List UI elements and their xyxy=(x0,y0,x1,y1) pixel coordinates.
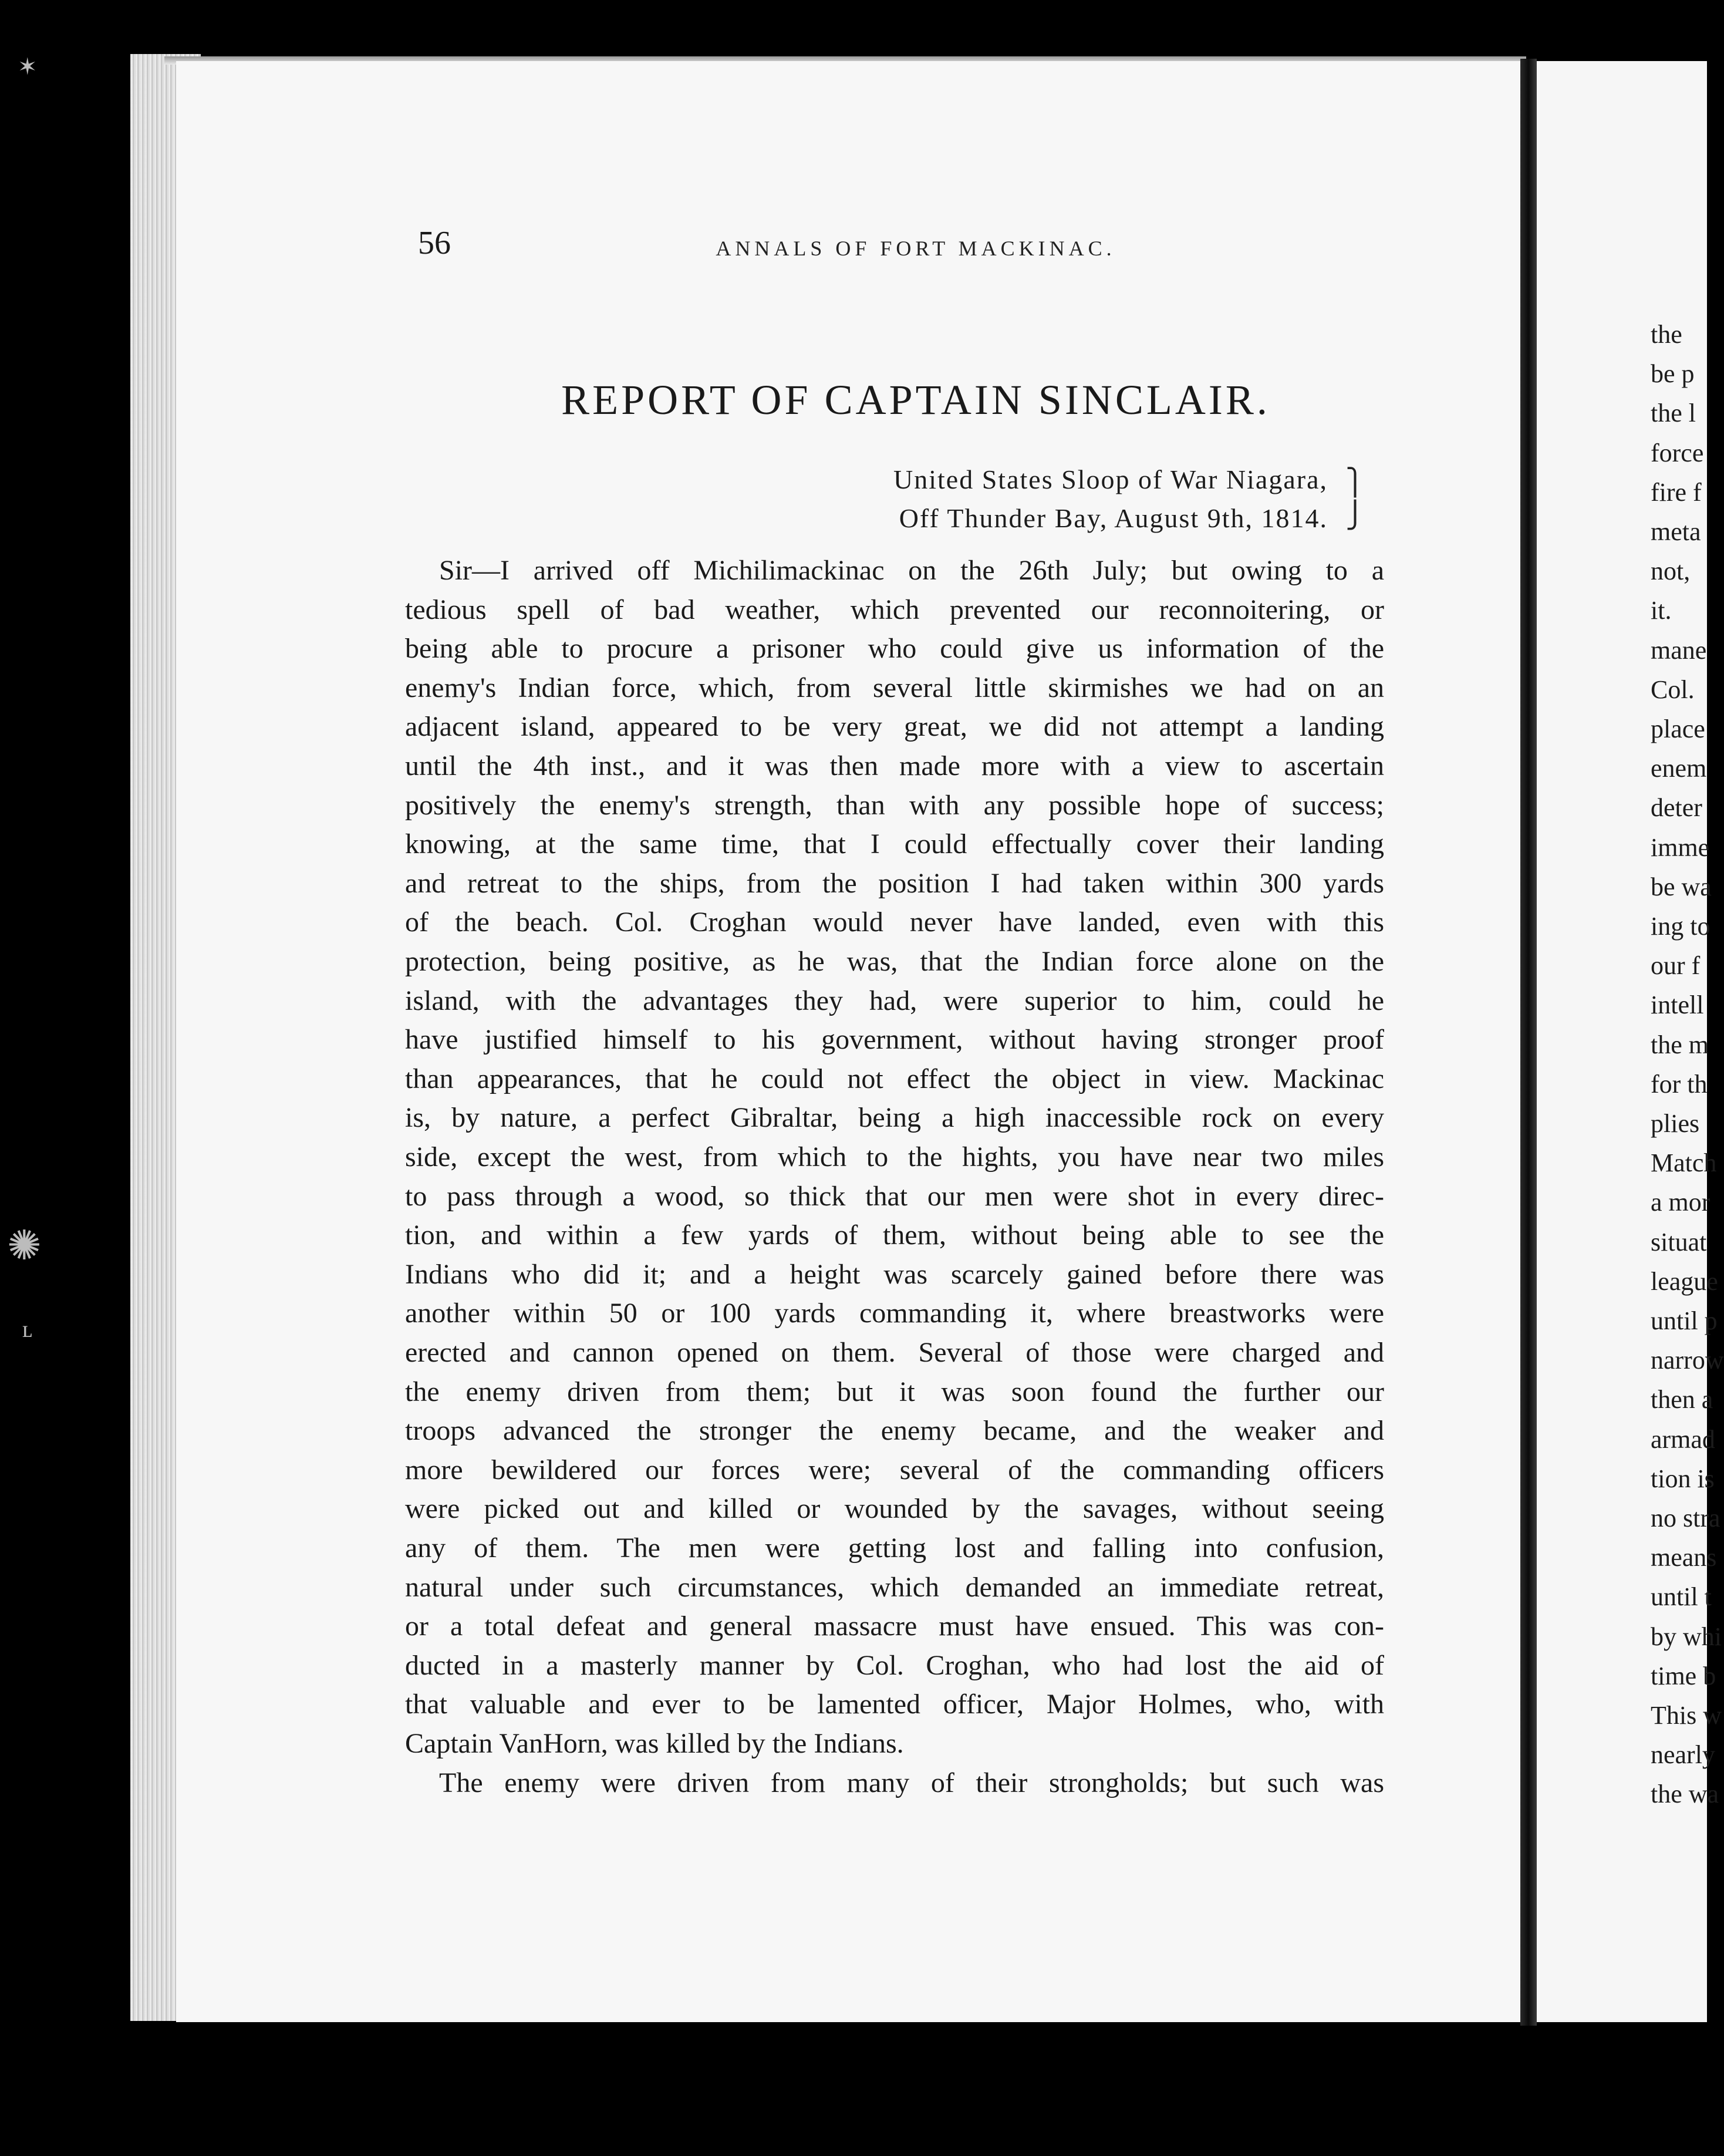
text-line: knowing, at the same time, that I could effectually cover their landing xyxy=(405,828,1384,860)
facing-line-fragment: no stra xyxy=(1651,1504,1720,1532)
book-gutter xyxy=(1520,59,1537,2026)
dateline-brace-bottom: ⎭ xyxy=(1345,501,1365,530)
facing-line-fragment: the wa xyxy=(1651,1780,1719,1809)
text-line: protection, being positive, as he was, that the Indian force alone on the xyxy=(405,946,1384,977)
text-line: more bewildered our forces were; several of the commanding officers xyxy=(405,1454,1384,1485)
text-line: than appearances, that he could not effect the object in view. Mackinac xyxy=(405,1063,1384,1094)
facing-line-fragment: the l xyxy=(1651,399,1696,428)
facing-line-fragment: mane xyxy=(1651,635,1707,665)
facing-line-fragment: be p xyxy=(1651,359,1695,389)
text-line: tion, and within a few yards of them, without being able to see the xyxy=(405,1220,1384,1251)
text-line: Sir—I arrived off Michilimackinac on the 26th July; but owing to a xyxy=(439,555,1384,586)
facing-line-fragment: the xyxy=(1651,320,1682,349)
facing-line-fragment: not, xyxy=(1651,557,1691,586)
text-line: or a total defeat and general massacre must have ensued. This was con- xyxy=(405,1611,1384,1642)
facing-line-fragment: be wa xyxy=(1651,872,1712,901)
text-line: ducted in a masterly manner by Col. Croghan, who had lost the aid of xyxy=(405,1649,1384,1681)
facing-line-fragment: ing to xyxy=(1651,912,1710,941)
scan-speck: ✶ xyxy=(18,53,38,80)
facing-line-fragment: for th xyxy=(1651,1069,1708,1099)
text-line: adjacent island, appeared to be very great, we did not attempt a landing xyxy=(405,711,1384,743)
text-line: island, with the advantages they had, were superior to him, could he xyxy=(405,985,1384,1016)
facing-line-fragment: armad xyxy=(1651,1424,1715,1454)
text-line: natural under such circumstances, which demanded an immediate retreat, xyxy=(405,1571,1384,1603)
text-line: of the beach. Col. Croghan would never have landed, even with this xyxy=(405,907,1384,938)
text-line: troops advanced the stronger the enemy became, and the weaker and xyxy=(405,1415,1384,1447)
facing-line-fragment: enem xyxy=(1651,754,1707,783)
facing-line-fragment: deter xyxy=(1651,793,1702,823)
facing-line-fragment: meta xyxy=(1651,517,1701,546)
text-line: that valuable and ever to be lamented officer, Major Holmes, who, with xyxy=(405,1689,1384,1720)
text-line: have justified himself to his government, without having stronger proof xyxy=(405,1024,1384,1056)
facing-line-fragment: until p xyxy=(1651,1306,1718,1335)
facing-line-fragment: plies xyxy=(1651,1109,1700,1138)
facing-line-fragment: Match xyxy=(1651,1148,1717,1178)
dateline-line: United States Sloop of War Niagara, xyxy=(893,464,1328,494)
text-line: erected and cannon opened on them. Several of those were charged and xyxy=(405,1337,1384,1368)
facing-line-fragment: intell xyxy=(1651,991,1704,1020)
report-title: REPORT OF CAPTAIN SINCLAIR. xyxy=(561,376,1270,423)
text-line: side, except the west, from which to the hights, you have near two miles xyxy=(405,1141,1384,1173)
facing-line-fragment: the m xyxy=(1651,1030,1709,1059)
dateline-brace-top: ⎫ xyxy=(1345,468,1365,497)
text-line: were picked out and killed or wounded by the savages, without seeing xyxy=(405,1493,1384,1525)
text-line: until the 4th inst., and it was then made more with a view to ascertain xyxy=(405,750,1384,781)
text-line: is, by nature, a perfect Gibraltar, being a high inaccessible rock on every xyxy=(405,1102,1384,1134)
text-line: Indians who did it; and a height was scarcely gained before there was xyxy=(405,1258,1384,1290)
facing-line-fragment: time b xyxy=(1651,1661,1716,1690)
dateline-line: Off Thunder Bay, August 9th, 1814. xyxy=(899,503,1328,533)
facing-line-fragment: a mor xyxy=(1651,1188,1710,1217)
text-line: Captain VanHorn, was killed by the Indians. xyxy=(405,1728,904,1759)
scan-speck: ✺ xyxy=(7,1224,42,1269)
text-line: the enemy driven from them; but it was soon found the further our xyxy=(405,1376,1384,1407)
facing-line-fragment: by whi xyxy=(1651,1622,1722,1651)
text-line: tedious spell of bad weather, which prevented our reconnoitering, or xyxy=(405,594,1384,625)
facing-line-fragment: our f xyxy=(1651,951,1701,981)
facing-line-fragment: means xyxy=(1651,1543,1717,1572)
text-line: to pass through a wood, so thick that our men were shot in every direc- xyxy=(405,1180,1384,1212)
facing-line-fragment: until t xyxy=(1651,1582,1712,1612)
scan-speck: ʟ xyxy=(22,1316,33,1342)
text-line: being able to procure a prisoner who could give us information of the xyxy=(405,633,1384,665)
text-line: another within 50 or 100 yards commanding it, where breastworks were xyxy=(405,1298,1384,1329)
text-line: The enemy were driven from many of their strongholds; but such was xyxy=(439,1767,1384,1798)
text-line: and retreat to the ships, from the position I had taken within 300 yards xyxy=(405,867,1384,899)
facing-line-fragment: nearly xyxy=(1651,1740,1715,1770)
facing-line-fragment: This w xyxy=(1651,1701,1722,1730)
running-head: ANNALS OF FORT MACKINAC. xyxy=(716,237,1116,260)
facing-line-fragment: league xyxy=(1651,1266,1718,1296)
facing-line-fragment: imme xyxy=(1651,833,1710,862)
facing-line-fragment: force xyxy=(1651,438,1704,467)
facing-line-fragment: situat xyxy=(1651,1227,1707,1256)
facing-line-fragment: Col. xyxy=(1651,675,1695,704)
facing-line-fragment: tion is xyxy=(1651,1464,1715,1493)
page-number: 56 xyxy=(418,225,451,261)
facing-line-fragment: then a xyxy=(1651,1385,1713,1414)
text-line: positively the enemy's strength, than with any possible hope of success; xyxy=(405,789,1384,821)
text-line: any of them. The men were getting lost and falling into confusion, xyxy=(405,1532,1384,1564)
facing-line-fragment: place xyxy=(1651,715,1705,743)
facing-line-fragment: narrow xyxy=(1651,1346,1724,1375)
facing-line-fragment: fire f xyxy=(1651,477,1702,507)
text-line: enemy's Indian force, which, from several little skirmishes we had on an xyxy=(405,672,1384,703)
facing-line-fragment: it. xyxy=(1651,596,1672,625)
